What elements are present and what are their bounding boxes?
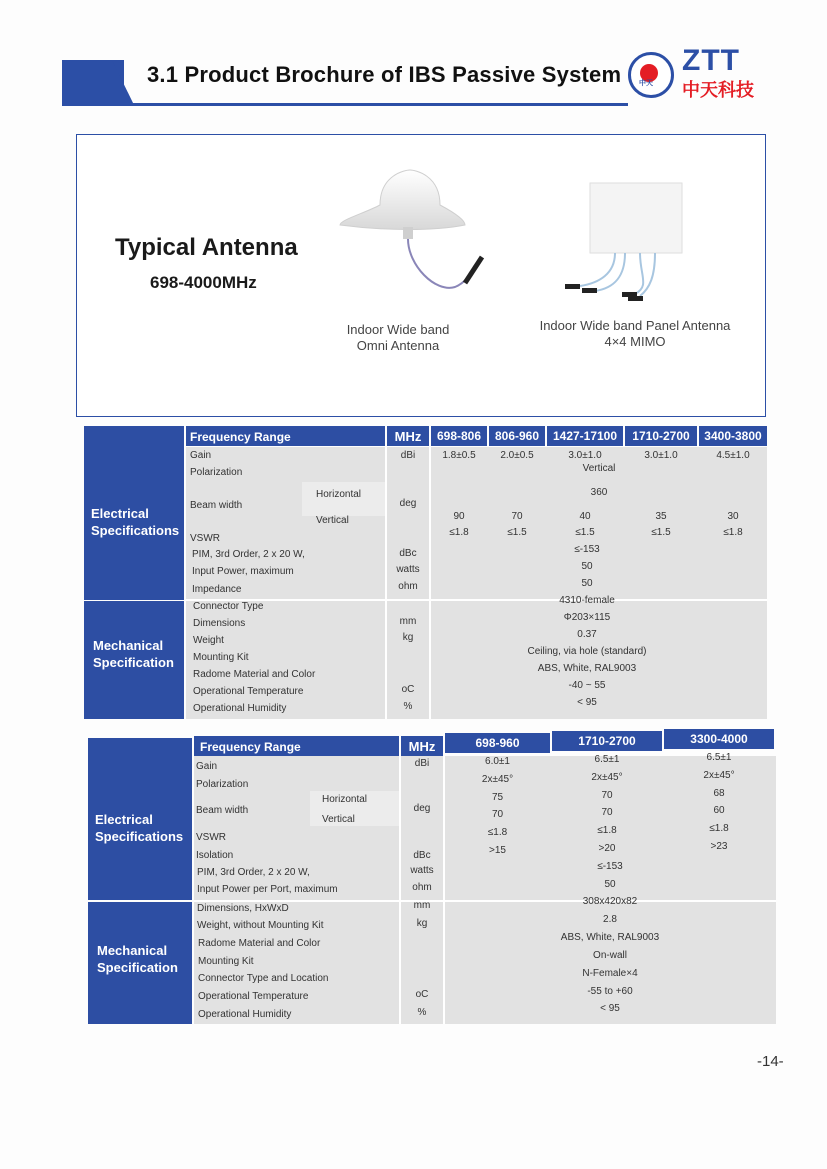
cell-value: 50 [604, 879, 616, 890]
omni-caption-line2: Omni Antenna [356, 338, 440, 353]
cell-value: N-Female×4 [582, 968, 638, 979]
row-label: Impedance [192, 584, 242, 595]
cell-value: Φ203×115 [563, 612, 611, 623]
cell-value: 70 [511, 511, 523, 522]
electrical-side-label [95, 811, 183, 845]
cell-value: -40 ~ 55 [568, 680, 606, 691]
row-label: Dimensions, HxWxD [197, 903, 289, 914]
band-header-1: 698-960 [445, 733, 550, 753]
panel-caption-line1: Indoor Wide band Panel Antenna [539, 318, 731, 333]
cell-value: ABS, White, RAL9003 [560, 932, 660, 943]
antenna-title: Typical Antenna [115, 234, 298, 261]
page-number: -14- [757, 1053, 784, 1070]
row-label: VSWR [190, 533, 220, 544]
row-label: Gain [190, 450, 212, 461]
cell-value: 2.0±0.5 [500, 450, 534, 461]
row-label: Input Power, maximum [192, 566, 294, 577]
antenna-frequency: 698-4000MHz [150, 273, 257, 292]
band-header-3: 3300-4000 [664, 729, 774, 749]
cell-value: 35 [655, 511, 667, 522]
row-unit: oC [401, 684, 415, 695]
logo-badge: 中天 [639, 80, 653, 87]
cell-value: ≤1.8 [487, 827, 508, 838]
omni-caption-line1: Indoor Wide band [346, 322, 450, 337]
cell-value: ≤1.8 [597, 825, 617, 836]
row-unit: deg [399, 498, 417, 509]
cell-value: 1.8±0.5 [442, 450, 476, 461]
row-label: Radome Material and Color [198, 938, 321, 949]
cell-value: 6.5±1 [706, 752, 732, 763]
cell-value: ABS, White, RAL9003 [537, 663, 637, 674]
panel-caption-line2: 4×4 MIMO [604, 334, 666, 349]
cell-value: 90 [453, 511, 465, 522]
cell-value: 2x±45° [481, 774, 514, 785]
unit-header: MHz [401, 736, 443, 757]
page-title: 3.1 Product Brochure of IBS Passive System [147, 62, 622, 87]
electrical-label-line1: Electrical [91, 506, 149, 521]
row-label: Mounting Kit [193, 652, 249, 663]
cell-value: ≤1.8 [449, 527, 469, 538]
logo-text-cn: 中天科技 [682, 80, 754, 100]
cell-value: 0.37 [577, 629, 597, 640]
header-accent-slant [112, 60, 134, 105]
band-header-2: 1710-2700 [552, 731, 662, 751]
cell-value: 4.5±1.0 [716, 450, 750, 461]
row-label: Operational Humidity [193, 703, 287, 714]
cell-value: 2x±45° [703, 770, 735, 781]
row-label: Mounting Kit [198, 956, 254, 967]
electrical-side-label [91, 505, 179, 539]
row-label: Operational Humidity [198, 1009, 292, 1020]
electrical-label-line2: Specifications [95, 829, 184, 844]
row-unit: deg [413, 803, 431, 814]
cell-value: 70 [491, 809, 504, 820]
row-unit: ohm [398, 581, 418, 592]
freq-range-header: Frequency Range [194, 736, 399, 757]
row-unit: dBi [414, 758, 430, 769]
band-header-4: 1710-2700 [625, 426, 697, 446]
cell-value: 3.0±1.0 [568, 450, 602, 461]
row-unit: dBc [399, 548, 417, 559]
row-label: Gain [196, 761, 218, 772]
cell-value: 70 [601, 790, 613, 801]
cell-value: ≤1.8 [723, 527, 743, 538]
omni-antenna-image [325, 165, 495, 305]
row-unit: watts [396, 564, 420, 575]
row-label: Polarization [190, 467, 243, 478]
row-unit: dBi [400, 450, 416, 461]
row-label: Weight, without Mounting Kit [197, 920, 324, 931]
panel-antenna-caption [520, 318, 750, 350]
cell-value: -55 to +60 [587, 986, 633, 997]
cell-value: 308x420x82 [582, 896, 638, 907]
row-label: Connector Type [193, 601, 264, 612]
mechanical-side-label [93, 637, 174, 671]
row-label: Beam width [190, 500, 243, 511]
band-header-1: 698-806 [431, 426, 487, 446]
cell-value: 360 [590, 487, 608, 498]
cell-value: 2.8 [603, 914, 617, 925]
row-sublabel: Vertical [316, 515, 349, 526]
logo-text: ZTT [682, 44, 740, 77]
cell-value: < 95 [577, 697, 597, 708]
cell-value: < 95 [600, 1003, 620, 1014]
panel-antenna-image [560, 178, 700, 303]
row-sublabel: Horizontal [316, 489, 362, 500]
mechanical-label-line1: Mechanical [93, 638, 164, 653]
mechanical-label-line2: Specification [93, 655, 174, 670]
row-unit: mm [413, 900, 431, 911]
cell-value: 50 [581, 561, 593, 572]
row-label: Input Power per Port, maximum [197, 884, 338, 895]
band-header-3: 1427-17100 [547, 426, 623, 446]
cell-value: 4310-female [559, 595, 615, 606]
row-unit: dBc [413, 850, 431, 861]
cell-value: 70 [601, 807, 613, 818]
cell-value: 3.0±1.0 [644, 450, 678, 461]
cell-value: 50 [581, 578, 593, 589]
cell-value: ≤1.5 [575, 527, 595, 538]
band-header-5: 3400-3800 [699, 426, 767, 446]
cell-value: ≤-153 [574, 544, 600, 555]
row-label: Operational Temperature [193, 686, 304, 697]
row-label: Isolation [196, 850, 234, 861]
row-unit: % [417, 1007, 427, 1018]
row-label: Dimensions [193, 618, 246, 629]
cell-value: >23 [710, 841, 728, 852]
cell-value: >15 [489, 845, 506, 856]
row-label: Polarization [196, 779, 249, 790]
electrical-label-line1: Electrical [95, 812, 153, 827]
cell-value: 75 [491, 792, 504, 803]
row-label: PIM, 3rd Order, 2 x 20 W, [192, 549, 305, 560]
mechanical-label-line2: Specification [97, 960, 178, 975]
cell-value: >20 [598, 843, 616, 854]
row-label: Beam width [196, 805, 249, 816]
cell-value: Vertical [582, 463, 616, 474]
row-label: Weight [193, 635, 224, 646]
row-unit: oC [415, 989, 429, 1000]
cell-value: ≤1.8 [709, 823, 729, 834]
row-unit: kg [402, 632, 414, 643]
omni-antenna-caption [318, 322, 478, 354]
row-unit: kg [416, 918, 428, 929]
mechanical-label-line1: Mechanical [97, 943, 168, 958]
row-unit: watts [410, 865, 434, 876]
freq-range-header: Frequency Range [186, 426, 385, 446]
row-sublabel: Vertical [322, 814, 355, 825]
row-label: PIM, 3rd Order, 2 x 20 W, [197, 867, 310, 878]
row-label: VSWR [196, 832, 226, 843]
cell-value: ≤1.5 [651, 527, 671, 538]
unit-header: MHz [387, 426, 429, 446]
band-header-2: 806-960 [489, 426, 545, 446]
row-label: Connector Type and Location [198, 973, 329, 984]
cell-value: Ceiling, via hole (standard) [527, 646, 647, 657]
row-unit: mm [399, 616, 417, 627]
cell-value: On-wall [593, 950, 627, 961]
cell-value: ≤1.5 [507, 527, 527, 538]
cell-value: 68 [713, 788, 725, 799]
cell-value: 2x±45° [591, 772, 623, 783]
header-rule [62, 103, 628, 106]
row-unit: ohm [412, 882, 432, 893]
cell-value: 30 [727, 511, 739, 522]
cell-value: 6.5±1 [594, 754, 620, 765]
row-label: Operational Temperature [198, 991, 309, 1002]
cell-value: ≤-153 [597, 861, 623, 872]
row-sublabel: Horizontal [322, 794, 368, 805]
row-unit: % [403, 701, 413, 712]
cell-value: 40 [579, 511, 591, 522]
row-label: Radome Material and Color [193, 669, 316, 680]
cell-value: 6.0±1 [485, 756, 510, 767]
cell-value: 60 [713, 805, 725, 816]
mechanical-side-label [97, 942, 178, 976]
electrical-label-line2: Specifications [91, 523, 180, 538]
